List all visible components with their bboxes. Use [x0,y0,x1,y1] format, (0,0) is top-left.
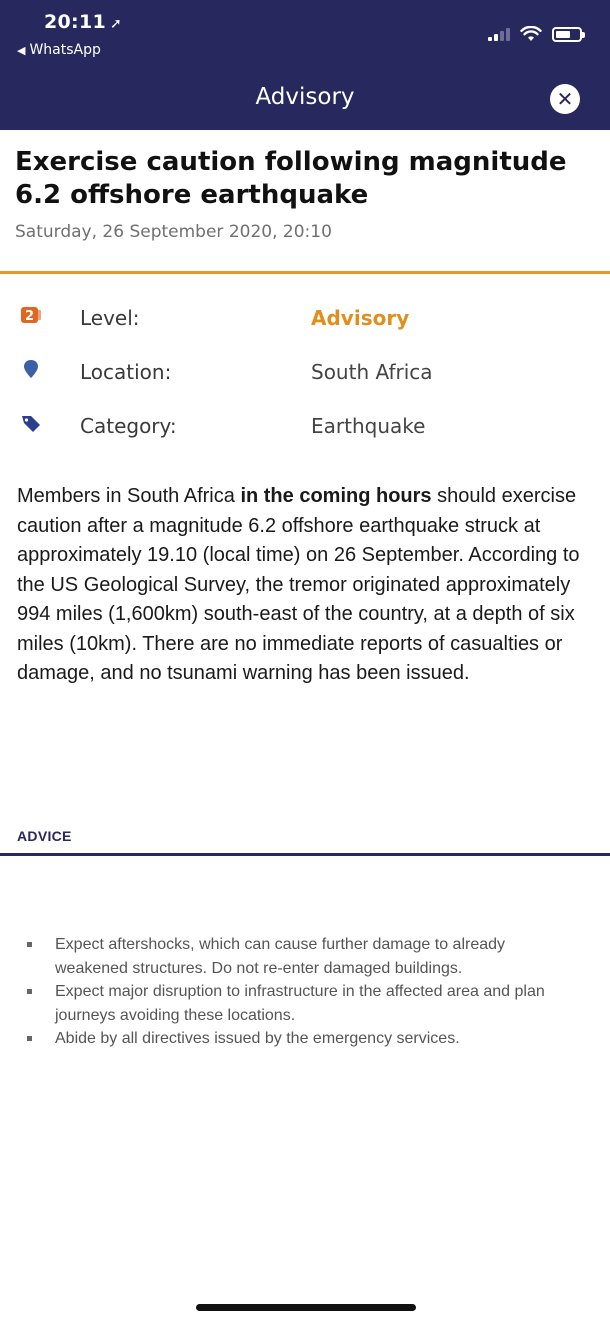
back-app-label: WhatsApp [29,42,101,58]
location-pin-icon [20,358,42,380]
close-icon: ✕ [556,87,574,111]
advice-item-text: Expect aftershocks, which can cause further damage to already weakened structures. Do not re-enter damaged buildings. [55,936,506,977]
level-label: Level: [80,306,140,330]
advisory-body [17,482,597,689]
alert-title: Exercise caution following magnitude 6.2 offshore earthquake [15,147,567,210]
level-badge-number: 2 [24,309,35,324]
battery-icon [552,27,582,42]
list-item [22,933,582,980]
location-label: Location: [80,360,172,384]
bullet-icon [27,989,32,994]
home-indicator[interactable] [196,1304,416,1311]
list-item [22,980,582,1027]
detail-row-level [0,300,610,336]
wifi-icon [520,26,542,42]
status-time [44,11,122,33]
category-label: Category: [80,414,177,438]
close-button[interactable] [550,84,580,114]
bullet-icon [27,1036,32,1041]
list-item [22,1027,582,1051]
advice-item-text: Abide by all directives issued by the emergency services. [55,1030,460,1047]
back-triangle-icon: ◀ [17,44,26,57]
nav-title: Advisory [255,84,355,110]
detail-row-category [0,408,610,444]
status-icons [488,24,582,44]
alert-date: Saturday, 26 September 2020, 20:10 [15,222,332,242]
detail-row-location [0,354,610,390]
tag-icon [20,412,42,434]
advice-list [22,933,582,1051]
body-text-2: should exercise caution after a magnitude 6.2 offshore earthquake struck at approximately 19.10 (local time) on 26 September. According to the US Geological Survey, the tremor originated approximately 994 miles (1,600km) south-east of the country, at a depth of six miles (10km). There are no immediate reports of casualties or damage, and no tsunami warning has been issued. [17,485,580,684]
level-value: Advisory [311,306,410,330]
body-text-1: Members in South Africa [17,485,241,507]
location-value: South Africa [311,360,433,384]
advice-divider [0,853,610,856]
location-arrow-icon: ➚ [109,16,123,32]
cellular-signal-icon [488,27,510,41]
status-time-text: 20:11 [44,11,106,33]
advice-heading: ADVICE [17,828,72,844]
level-2-badge-icon [20,304,42,326]
category-value: Earthquake [311,414,426,438]
divider [0,271,610,274]
advice-item-text: Expect major disruption to infrastructure in the affected area and plan journeys avoiding these locations. [55,983,545,1024]
bullet-icon [27,942,32,947]
back-to-app-link[interactable] [17,42,101,58]
app-header [0,0,610,130]
body-text-bold: in the coming hours [240,485,432,507]
